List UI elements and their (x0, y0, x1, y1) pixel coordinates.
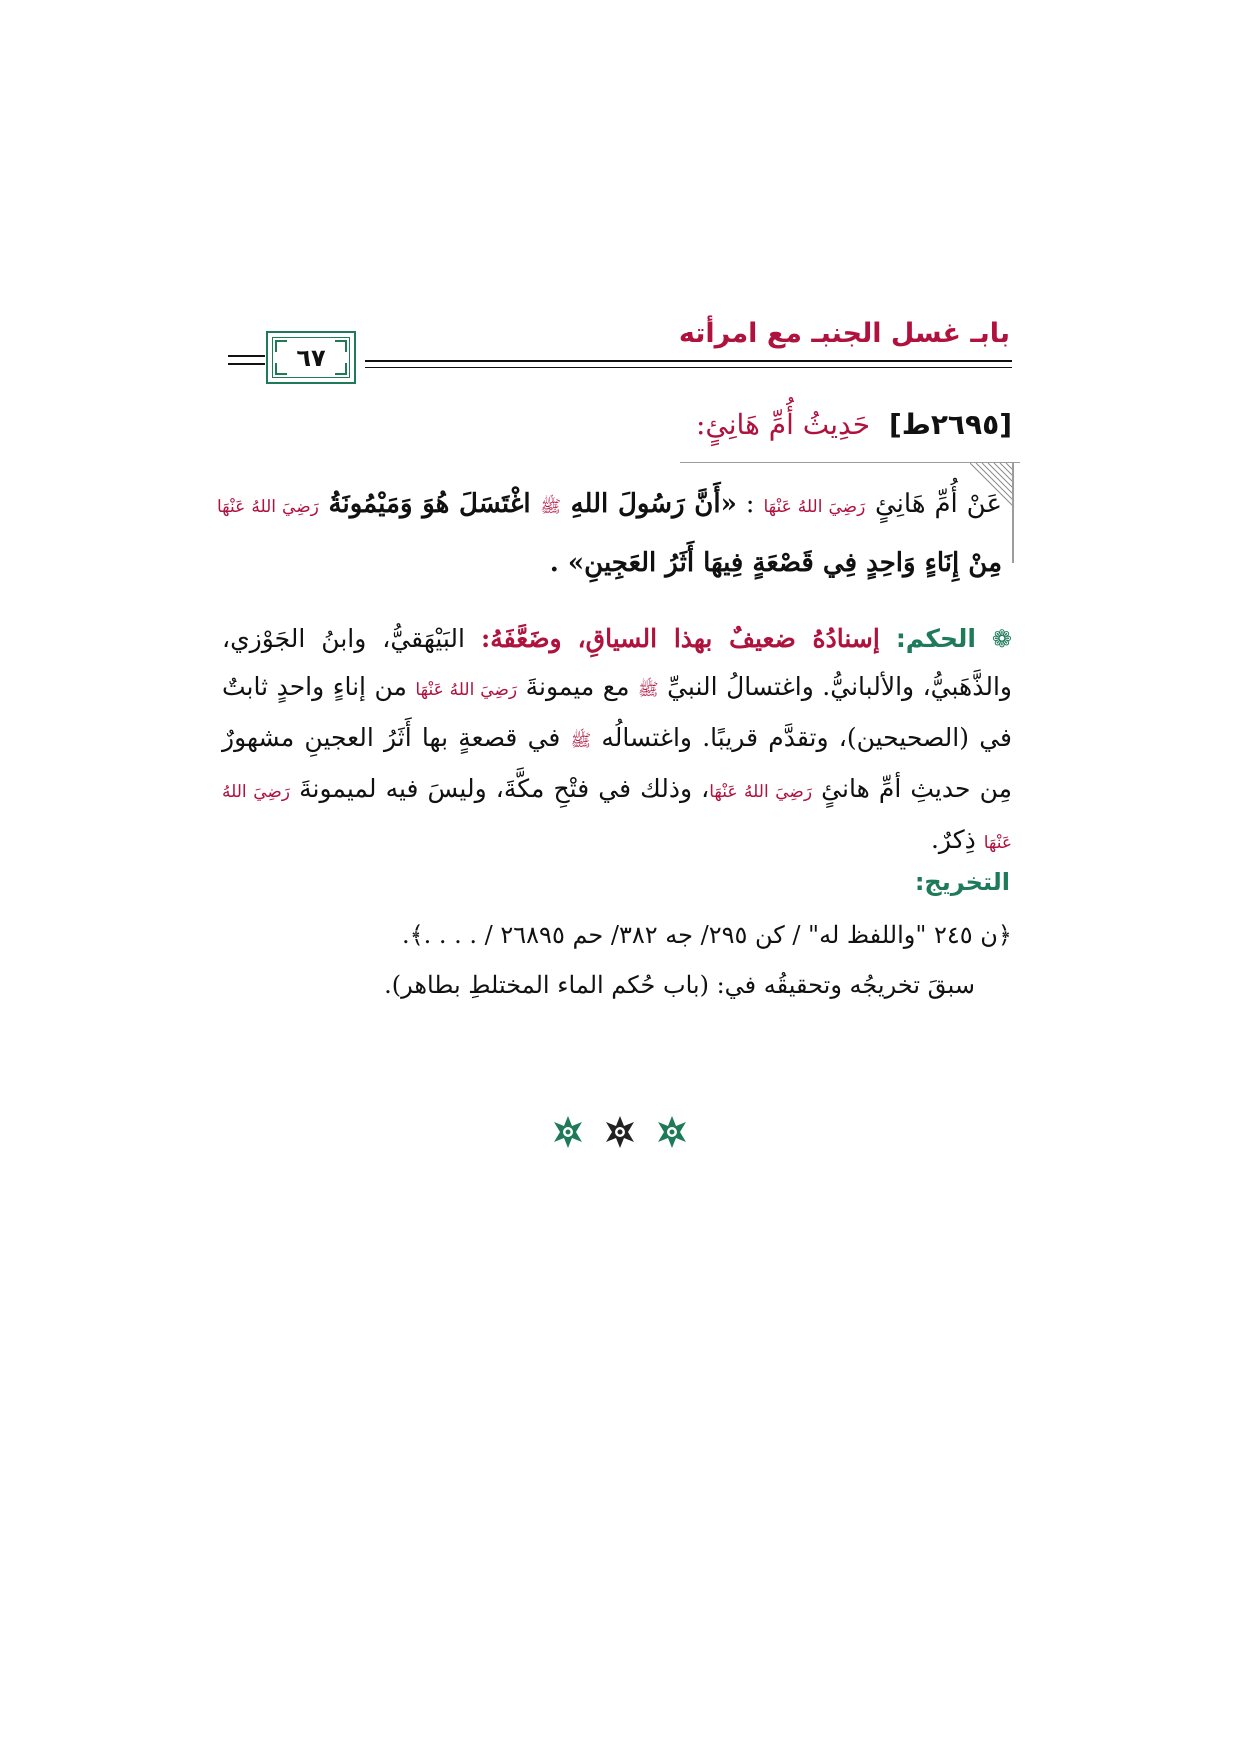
takhrij-references: ﴿ن ٢٤٥ "واللفظ له" / كن ٢٩٥/ جه ٣٨٢/ حم ٢٦٨٩٥ / . . . .﴾. (401, 921, 1012, 949)
honorific-ra: رَضِيَ اللهُ عَنْهَا (709, 782, 813, 802)
honorific-ra: رَضِيَ اللهُ عَنْهَا (763, 497, 866, 517)
hadith-text (217, 476, 1002, 591)
weakened-by-label: وضَعَّفَهُ: (480, 624, 562, 653)
header-rule (365, 367, 1012, 368)
ruling-text: من إناءٍ واحدٍ ثابتٌ في (الصحيحين)، وتقدَّم قريبًا. واغتسالُه (222, 672, 1013, 752)
flower-icon (606, 1116, 634, 1148)
hadith-quote-end: مِنْ إِنَاءٍ وَاحِدٍ فِي قَصْعَةٍ فِيهَا أَثَرُ العَجِينِ» . (549, 548, 1002, 578)
honorific-saw: ﷺ (570, 731, 592, 751)
ruling-text: البَيْهَقيُّ، وابنُ الجَوْزي، والذَّهَبيُّ، والألبانيُّ. واغتسالُ النبيِّ (222, 624, 1012, 701)
hadith-reference: [٢٦٩٥ط] (888, 408, 1012, 441)
honorific-ra: رَضِيَ اللهُ عَنْهَا (217, 497, 319, 517)
takhrij-note: سبقَ تخريجُه وتحقيقُه في: (باب حُكم الماء المختلطِ بطاهر). (384, 971, 975, 999)
chapter-title: بابـ غسل الجنبـ مع امرأته (678, 318, 1010, 349)
hadith-intro: عَنْ أُمِّ هَانِئٍ (875, 489, 1002, 519)
ruling-verdict: إسنادُهُ ضعيفٌ بهذا السياقِ، (577, 624, 880, 653)
hadith-side-bar (1012, 463, 1014, 563)
hadith-title: حَدِيثُ أُمِّ هَانِئٍ: (695, 408, 871, 441)
honorific-ra: رَضِيَ اللهُ عَنْهَا (415, 680, 518, 700)
page-number-frame (266, 331, 356, 384)
honorific-saw: ﷺ (540, 497, 561, 517)
header-rule (365, 360, 1012, 362)
flower-icon (554, 1116, 582, 1148)
end-ornament (540, 1112, 700, 1152)
takhrij-heading: التخريج: (914, 868, 1010, 896)
page-number: ٦٧ (296, 343, 326, 372)
header-rule (228, 363, 265, 365)
flower-icon (658, 1116, 686, 1148)
ruling-paragraph (222, 615, 1012, 867)
hadith-quote-mid: اغْتَسَلَ هُوَ وَمَيْمُونَةُ (328, 489, 531, 519)
hadith-heading (696, 408, 1012, 441)
hadith-colon: : (736, 489, 764, 519)
ruling-text: في قصعةٍ بها أَثَرُ العجينِ مشهورٌ مِن حديثِ أمِّ هانئٍ (222, 723, 1012, 803)
ruling-text: ، وذلك في فتْحِ مكَّةَ، وليسَ فيه لميمونةَ (299, 774, 710, 803)
ruling-text: مع ميمونةَ (525, 672, 630, 701)
ruling-label: الحكم: (895, 624, 976, 653)
honorific-ra: رَضِيَ اللهُ عَنْهَا (222, 782, 1012, 853)
hadith-quote-open: «أَنَّ رَسُولَ اللهِ (570, 489, 737, 519)
section-divider (680, 462, 1020, 463)
ruling-text: ذِكرٌ. (930, 825, 976, 854)
header-rule (228, 355, 265, 357)
flower-bullet-icon: ❁ (991, 625, 1013, 653)
honorific-saw: ﷺ (638, 680, 659, 700)
